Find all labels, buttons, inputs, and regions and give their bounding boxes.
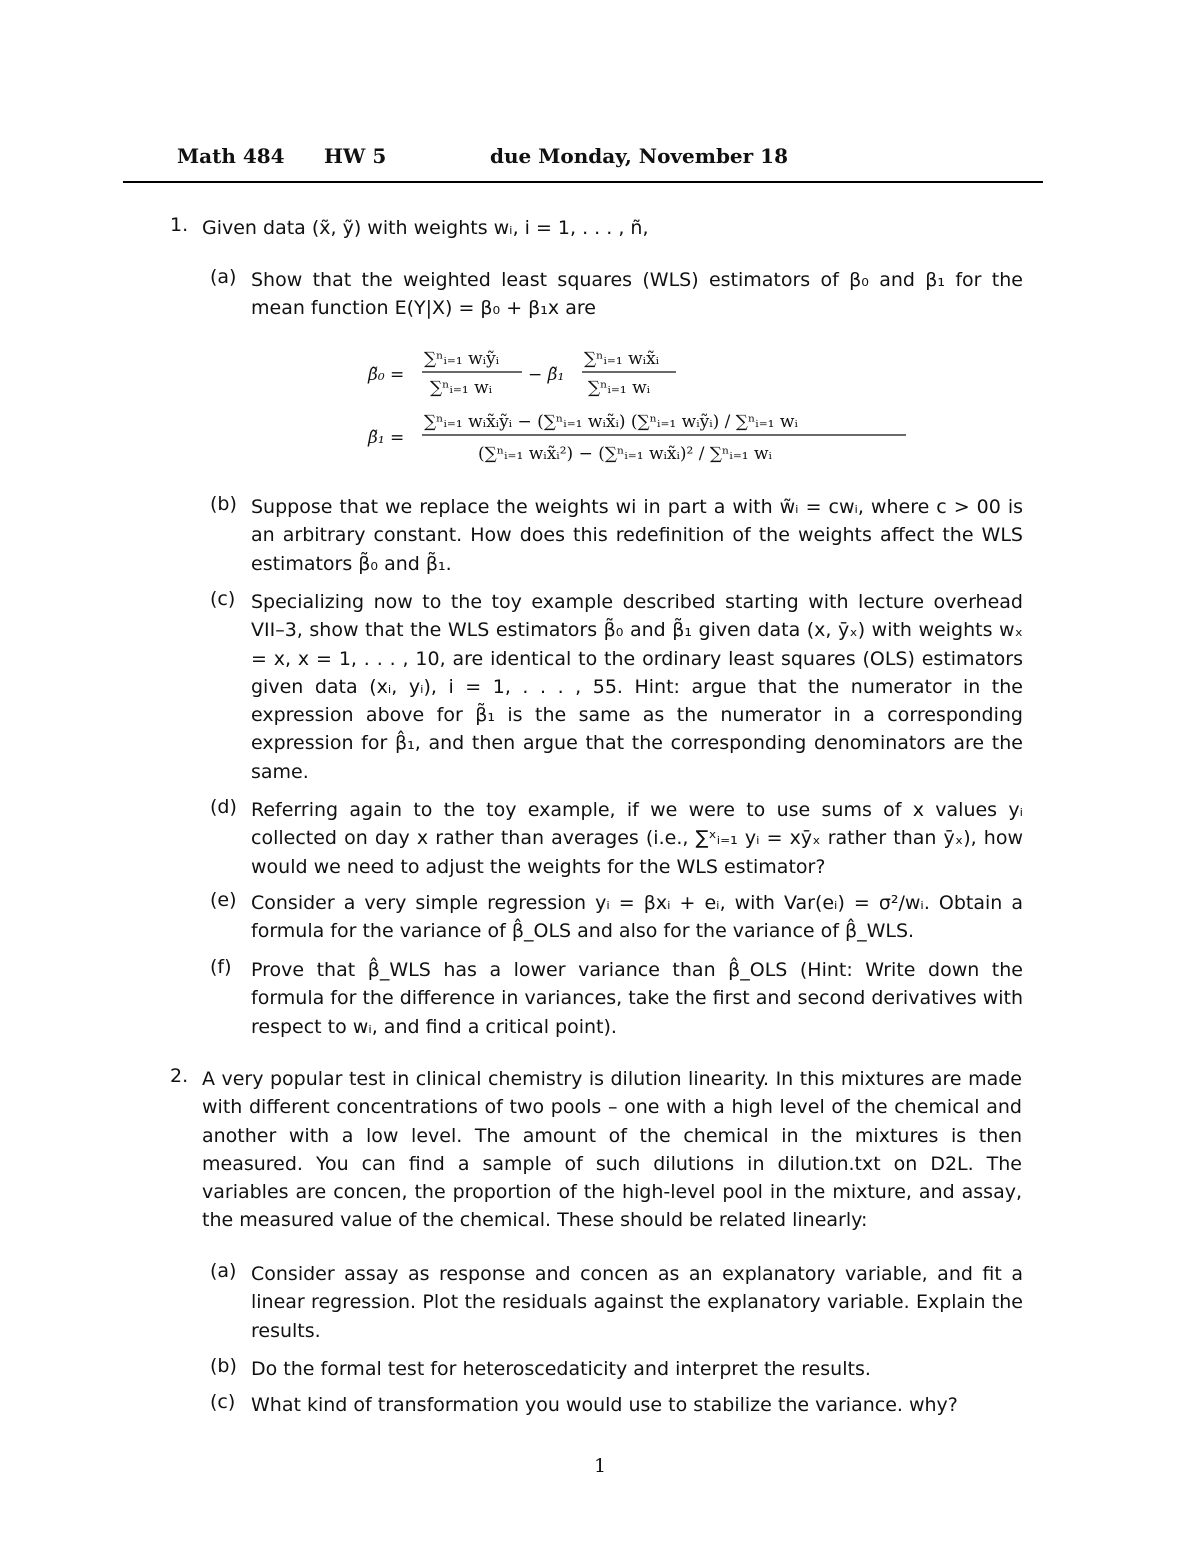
part-text: Show that the weighted least squares (WLS) estimators of β₀ and β₁ for the mean function E(Y|X) = β₀ + β₁x are [251, 269, 1023, 320]
part-label: (f) [210, 956, 232, 978]
part-text: What kind of transformation you would use to stabilize the variance. why? [251, 1394, 958, 1416]
beta1-lhs: β̃₁ = [368, 428, 405, 448]
part-text: Suppose that we replace the weights wi in part a with w̃ᵢ = cwᵢ, where c > 00 is an arbitrary constant. How does this redefinition of the weights affect the WLS estimators β̃₀ and β̃₁. [251, 496, 1023, 575]
part-label: (a) [210, 1260, 237, 1282]
header-rule [123, 181, 1043, 183]
beta0-denominator-1: ∑ⁿᵢ₌₁ wᵢ [430, 378, 493, 398]
due-date: due Monday, November 18 [490, 144, 788, 168]
part-text: Do the formal test for heteroscedaticity and interpret the results. [251, 1358, 871, 1380]
part-label: (a) [210, 266, 237, 288]
part-label: (b) [210, 1355, 237, 1377]
part-label: (c) [210, 588, 236, 610]
beta0-middle: − β̃₁ [528, 365, 565, 385]
beta0-denominator-2: ∑ⁿᵢ₌₁ wᵢ [588, 378, 651, 398]
beta1-denominator: (∑ⁿᵢ₌₁ wᵢx̃ᵢ²) − (∑ⁿᵢ₌₁ wᵢx̃ᵢ)² / ∑ⁿᵢ₌₁ wᵢ [478, 444, 772, 464]
beta0-numerator-1: ∑ⁿᵢ₌₁ wᵢỹᵢ [424, 349, 500, 369]
problem-intro: A very popular test in clinical chemistry is dilution linearity. In this mixtures are made with different concentrations of two pools – one with a high level of the chemical and another with a low level. The amount of the chemical in the mixtures is then measured. You can find a sample of such dilutions in dilution.txt on D2L. The variables are concen, the proportion of the high-level pool in the mixture, and assay, the measured value of the chemical. These should be related linearly: [202, 1068, 1022, 1232]
part-label: (b) [210, 493, 237, 515]
beta0-numerator-2: ∑ⁿᵢ₌₁ wᵢx̃ᵢ [584, 349, 660, 369]
part-label: (d) [210, 796, 237, 818]
part-text: Consider a very simple regression yᵢ = βxᵢ + eᵢ, with Var(eᵢ) = σ²/wᵢ. Obtain a formula for the variance of β̂_OLS and also for the variance of β̂_WLS. [251, 892, 1023, 943]
part-text: Consider assay as response and concen as an explanatory variable, and fit a linear regression. Plot the residuals against the explanatory variable. Explain the results. [251, 1263, 1023, 1342]
course-title: Math 484 [177, 144, 285, 168]
wls-estimator-formulas [360, 335, 920, 475]
problem-number: 1. [170, 214, 189, 236]
homework-number: HW 5 [324, 144, 387, 168]
page-number: 1 [593, 1455, 607, 1477]
part-text: Specializing now to the toy example described starting with lecture overhead VII–3, show that the WLS estimators β̃₀ and β̃₁ given data (x, ȳₓ) with weights wₓ = x, x = 1, . . . , 10, are identical to the ordinary least squares (OLS) estimators given data (xᵢ, yᵢ), i = 1, . . . , 55. Hint: argue that the numerator in the expression above for β̃₁ is the same as the numerator in a corresponding expression for β̂₁, and then argue that the corresponding denominators are the same. [251, 591, 1023, 783]
problem-intro: Given data (x̃, ỹ) with weights wᵢ, i = 1, . . . , ñ, [202, 217, 649, 239]
part-label: (c) [210, 1391, 236, 1413]
part-text: Referring again to the toy example, if we were to use sums of x values yᵢ collected on day x rather than averages (i.e., ∑ˣᵢ₌₁ yᵢ = xȳₓ rather than ȳₓ), how would we need to adjust the weights for the WLS estimator? [251, 799, 1023, 878]
beta1-numerator: ∑ⁿᵢ₌₁ wᵢx̃ᵢỹᵢ − (∑ⁿᵢ₌₁ wᵢx̃ᵢ) (∑ⁿᵢ₌₁ wᵢỹᵢ) / ∑ⁿᵢ₌₁ wᵢ [424, 412, 798, 432]
part-text: Prove that β̂_WLS has a lower variance than β̂_OLS (Hint: Write down the formula for the difference in variances, take the first and second derivatives with respect to wᵢ, and find a critical point). [251, 959, 1024, 1038]
beta0-lhs: β̃₀ = [368, 365, 405, 385]
part-label: (e) [210, 889, 237, 911]
problem-number: 2. [170, 1065, 189, 1087]
